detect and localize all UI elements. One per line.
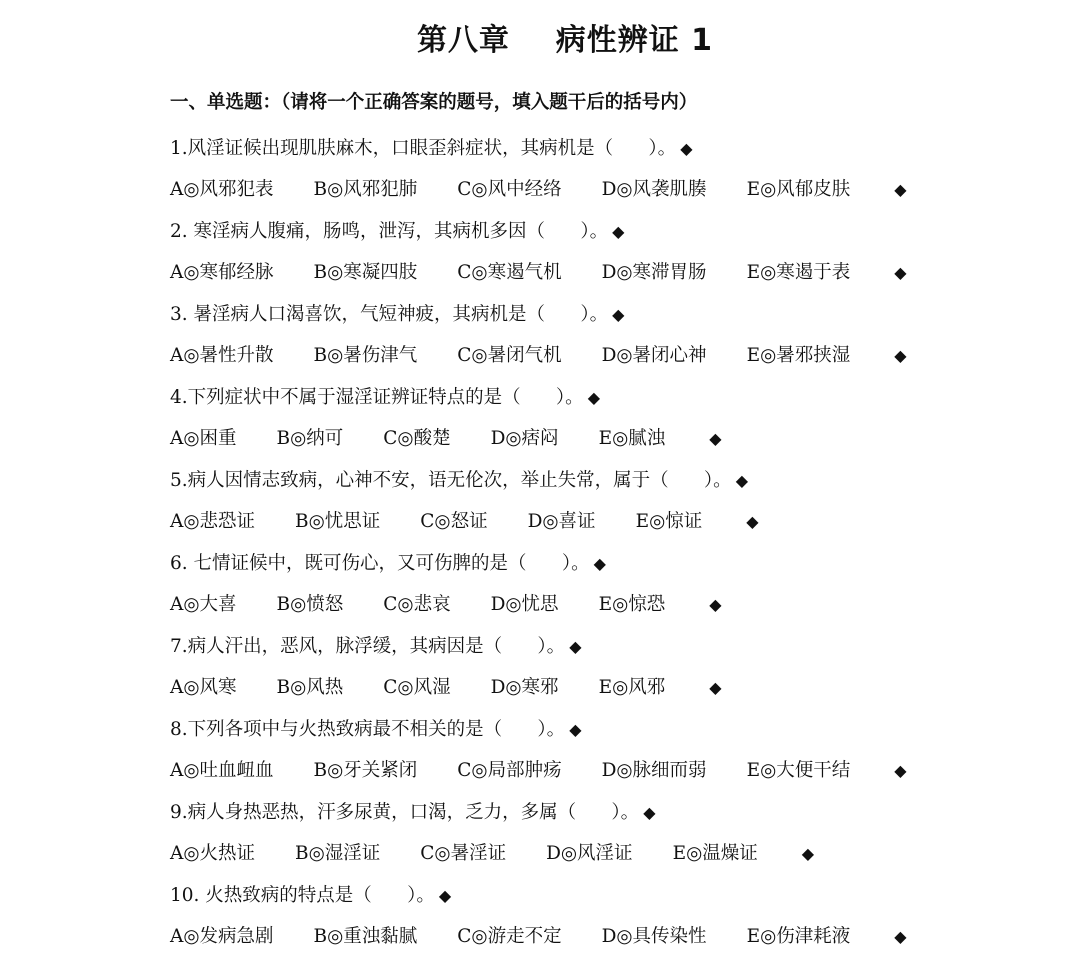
answer-option: B◎牙关紧闭 bbox=[314, 755, 418, 787]
question-list bbox=[170, 128, 1050, 958]
answer-option: D◎具传染性 bbox=[602, 921, 707, 953]
answer-option: A◎暑性升散 bbox=[170, 340, 274, 372]
answer-options bbox=[170, 336, 1050, 378]
answer-option: E◎温燥证 bbox=[673, 838, 758, 870]
answer-option: B◎忧思证 bbox=[295, 506, 380, 538]
question-stem-text: 7.病人汗出，恶风，脉浮缓，其病因是（ ）。 bbox=[170, 631, 565, 663]
question-stem bbox=[170, 875, 1050, 917]
answer-option: E◎暑邪挟湿 bbox=[747, 340, 851, 372]
answer-option: C◎局部肿疡 bbox=[457, 755, 561, 787]
diamond-marker: ◆ bbox=[736, 465, 748, 497]
answer-option: B◎风邪犯肺 bbox=[314, 174, 418, 206]
answer-option: B◎风热 bbox=[277, 672, 344, 704]
question-8 bbox=[170, 709, 1050, 792]
answer-option: D◎风淫证 bbox=[546, 838, 632, 870]
answer-option: A◎火热证 bbox=[170, 838, 255, 870]
question-stem bbox=[170, 792, 1050, 834]
answer-option: C◎酸楚 bbox=[383, 423, 450, 455]
answer-option: D◎寒邪 bbox=[491, 672, 559, 704]
diamond-marker: ◆ bbox=[894, 755, 906, 787]
answer-option: B◎寒凝四肢 bbox=[314, 257, 418, 289]
diamond-marker: ◆ bbox=[612, 216, 624, 248]
answer-option: A◎大喜 bbox=[170, 589, 237, 621]
diamond-marker: ◆ bbox=[612, 299, 624, 331]
diamond-marker: ◆ bbox=[709, 589, 721, 621]
answer-option: D◎喜证 bbox=[528, 506, 596, 538]
question-stem bbox=[170, 211, 1050, 253]
answer-option: E◎大便干结 bbox=[747, 755, 851, 787]
answer-options bbox=[170, 585, 1050, 627]
answer-option: D◎脉细而弱 bbox=[602, 755, 707, 787]
question-stem-text: 6. 七情证候中，既可伤心，又可伤脾的是（ ）。 bbox=[170, 548, 590, 580]
diamond-marker: ◆ bbox=[894, 921, 906, 953]
question-3 bbox=[170, 294, 1050, 377]
diamond-marker: ◆ bbox=[594, 548, 606, 580]
question-9 bbox=[170, 792, 1050, 875]
question-stem-text: 5.病人因情志致病，心神不安，语无伦次，举止失常，属于（ ）。 bbox=[170, 465, 732, 497]
answer-option: E◎惊证 bbox=[636, 506, 703, 538]
question-6 bbox=[170, 543, 1050, 626]
question-stem-text: 8.下列各项中与火热致病最不相关的是（ ）。 bbox=[170, 714, 565, 746]
section-heading: 一、单选题：（请将一个正确答案的题号，填入题干后的括号内） bbox=[170, 88, 697, 118]
answer-option: D◎暑闭心神 bbox=[602, 340, 707, 372]
question-stem-text: 9.病人身热恶热，汗多尿黄，口渴，乏力，多属（ ）。 bbox=[170, 797, 639, 829]
diamond-marker: ◆ bbox=[643, 797, 655, 829]
diamond-marker: ◆ bbox=[894, 257, 906, 289]
answer-option: C◎怒证 bbox=[420, 506, 487, 538]
question-stem bbox=[170, 294, 1050, 336]
answer-option: B◎重浊黏腻 bbox=[314, 921, 418, 953]
answer-options bbox=[170, 834, 1050, 876]
question-stem-text: 1.风淫证候出现肌肤麻木，口眼歪斜症状，其病机是（ ）。 bbox=[170, 133, 676, 165]
answer-option: C◎暑闭气机 bbox=[457, 340, 561, 372]
answer-options bbox=[170, 917, 1050, 958]
diamond-marker: ◆ bbox=[439, 880, 451, 912]
question-stem bbox=[170, 709, 1050, 751]
answer-option: B◎湿淫证 bbox=[295, 838, 380, 870]
question-stem bbox=[170, 626, 1050, 668]
answer-options bbox=[170, 668, 1050, 710]
diamond-marker: ◆ bbox=[894, 340, 906, 372]
answer-option: E◎腻浊 bbox=[599, 423, 666, 455]
answer-options bbox=[170, 502, 1050, 544]
answer-option: A◎风邪犯表 bbox=[170, 174, 274, 206]
answer-option: E◎惊恐 bbox=[599, 589, 666, 621]
diamond-marker: ◆ bbox=[802, 838, 814, 870]
answer-option: E◎寒遏于表 bbox=[747, 257, 851, 289]
diamond-marker: ◆ bbox=[588, 382, 600, 414]
question-2 bbox=[170, 211, 1050, 294]
answer-option: C◎暑淫证 bbox=[420, 838, 506, 870]
diamond-marker: ◆ bbox=[894, 174, 906, 206]
diamond-marker: ◆ bbox=[746, 506, 758, 538]
answer-options bbox=[170, 751, 1050, 793]
answer-option: B◎愤怒 bbox=[277, 589, 344, 621]
answer-option: E◎伤津耗液 bbox=[747, 921, 851, 953]
answer-option: B◎纳可 bbox=[277, 423, 344, 455]
answer-option: E◎风郁皮肤 bbox=[747, 174, 851, 206]
question-stem-text: 10. 火热致病的特点是（ ）。 bbox=[170, 880, 435, 912]
answer-options bbox=[170, 253, 1050, 295]
question-4 bbox=[170, 377, 1050, 460]
answer-options bbox=[170, 170, 1050, 212]
chapter-title: 第八章 病性辨证 1 bbox=[0, 18, 1080, 64]
answer-option: A◎吐血衄血 bbox=[170, 755, 274, 787]
question-stem bbox=[170, 543, 1050, 585]
diamond-marker: ◆ bbox=[569, 714, 581, 746]
answer-option: D◎寒滞胃肠 bbox=[602, 257, 707, 289]
answer-option: A◎发病急剧 bbox=[170, 921, 274, 953]
question-stem-text: 2. 寒淫病人腹痛，肠鸣，泄泻，其病机多因（ ）。 bbox=[170, 216, 608, 248]
answer-option: A◎困重 bbox=[170, 423, 237, 455]
answer-option: B◎暑伤津气 bbox=[314, 340, 418, 372]
answer-option: A◎风寒 bbox=[170, 672, 237, 704]
diamond-marker: ◆ bbox=[709, 672, 721, 704]
diamond-marker: ◆ bbox=[680, 133, 692, 165]
answer-option: A◎悲恐证 bbox=[170, 506, 255, 538]
question-10 bbox=[170, 875, 1050, 958]
question-5 bbox=[170, 460, 1050, 543]
question-stem bbox=[170, 377, 1050, 419]
question-stem bbox=[170, 128, 1050, 170]
answer-option: C◎风中经络 bbox=[457, 174, 561, 206]
answer-option: C◎寒遏气机 bbox=[457, 257, 561, 289]
question-stem-text: 4.下列症状中不属于湿淫证辨证特点的是（ ）。 bbox=[170, 382, 584, 414]
answer-options bbox=[170, 419, 1050, 461]
question-stem-text: 3. 暑淫病人口渴喜饮，气短神疲，其病机是（ ）。 bbox=[170, 299, 608, 331]
question-7 bbox=[170, 626, 1050, 709]
answer-option: D◎痞闷 bbox=[491, 423, 559, 455]
answer-option: D◎忧思 bbox=[491, 589, 559, 621]
answer-option: A◎寒郁经脉 bbox=[170, 257, 274, 289]
answer-option: C◎风湿 bbox=[383, 672, 450, 704]
diamond-marker: ◆ bbox=[569, 631, 581, 663]
diamond-marker: ◆ bbox=[709, 423, 721, 455]
answer-option: C◎游走不定 bbox=[457, 921, 561, 953]
question-stem bbox=[170, 460, 1050, 502]
answer-option: C◎悲哀 bbox=[383, 589, 450, 621]
answer-option: E◎风邪 bbox=[599, 672, 666, 704]
answer-option: D◎风袭肌腠 bbox=[602, 174, 707, 206]
question-1 bbox=[170, 128, 1050, 211]
